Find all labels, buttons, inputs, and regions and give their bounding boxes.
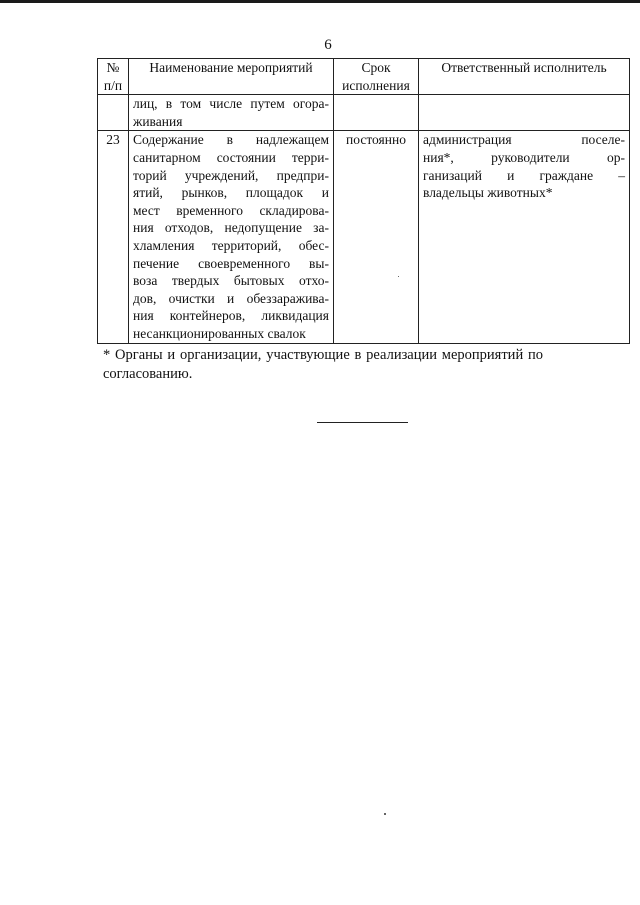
footnote: * Органы и организации, участвующие в реализации мероприятий по согласованию.: [103, 347, 543, 382]
cell-name: [129, 131, 334, 343]
header-number: [98, 59, 129, 95]
header-responsible: Ответственный исполнитель: [419, 59, 630, 95]
text-line: хламления территорий, обес-: [133, 237, 329, 253]
text-line: живания: [133, 113, 183, 129]
text-line: лиц, в том числе путем огора-: [133, 96, 329, 112]
text-line: ганизаций и граждане –: [423, 167, 625, 183]
text-line: ятий, рынков, площадок и: [133, 185, 329, 201]
text-line: владельцы животных*: [423, 185, 553, 201]
text-line: ния контейнеров, ликвидация: [133, 308, 329, 324]
header-name: Наименование мероприятий: [129, 59, 334, 95]
cell-term-empty: [334, 95, 419, 131]
header-number-label: № п/п: [103, 60, 123, 93]
text-line: мест временного складирова-: [133, 202, 329, 218]
text-line: несанкционированных свалок: [133, 325, 306, 341]
text-line: Содержание в надлежащем: [133, 132, 329, 148]
page-number: 6: [324, 37, 332, 53]
cell-number-empty: [98, 95, 129, 131]
cell-term: постоянно: [334, 131, 419, 343]
text-line: воза твердых бытовых отхо-: [133, 273, 329, 289]
header-term: Срок исполнения: [334, 59, 419, 95]
text-line: ния отходов, недопущение за-: [133, 220, 329, 236]
cell-number: 23: [98, 131, 129, 343]
table-header-row: [98, 59, 630, 95]
table-row-continuation: [98, 95, 630, 131]
cell-responsible-empty: [419, 95, 630, 131]
text-line: дов, очистки и обеззаражива-: [133, 290, 329, 306]
text-line: администрация поселе-: [423, 132, 625, 148]
text-line: санитарном состоянии терри-: [133, 149, 329, 165]
top-border-line: [0, 0, 640, 3]
cell-responsible: [419, 131, 630, 343]
measures-table: [97, 58, 630, 344]
cell-name-continuation: [129, 95, 334, 131]
scan-speck: [384, 813, 386, 815]
end-of-document-line: [317, 422, 408, 423]
table-row: [98, 131, 630, 343]
text-line: печение своевременного вы-: [133, 255, 329, 271]
scan-speck: [398, 276, 399, 277]
text-line: ния*, руководители ор-: [423, 149, 625, 165]
text-line: торий учреждений, предпри-: [133, 167, 329, 183]
